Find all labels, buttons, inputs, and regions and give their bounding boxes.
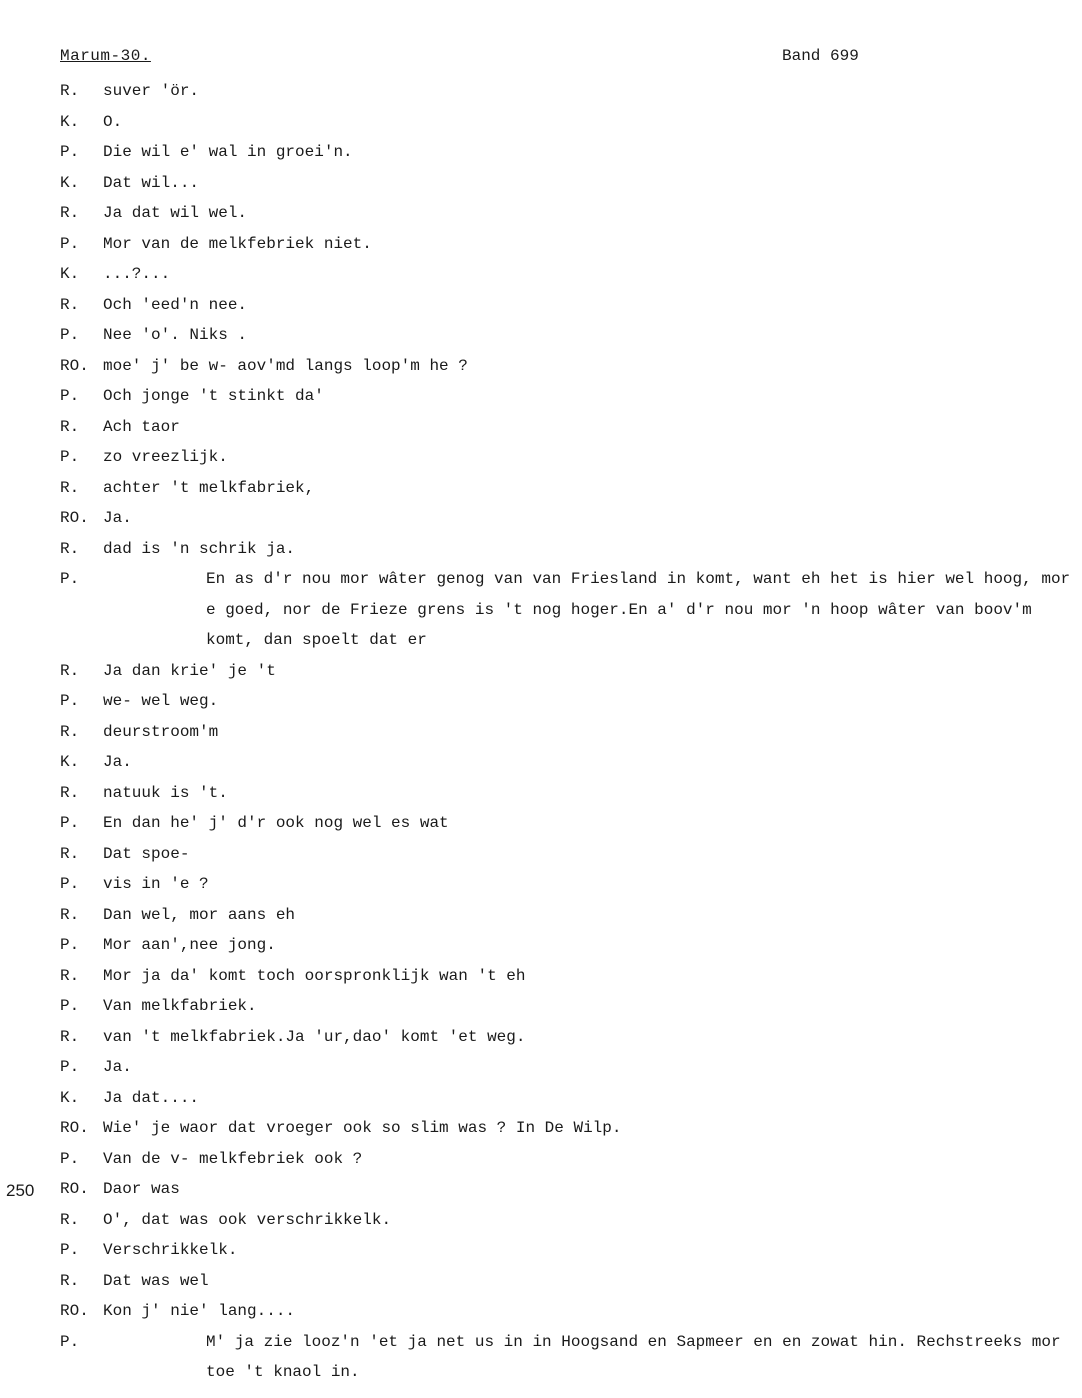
speaker-label: P. — [60, 143, 80, 161]
transcript-line — [0, 930, 979, 961]
transcript-line — [0, 656, 979, 687]
utterance-text: Die wil e' wal in groei'n. — [103, 143, 353, 161]
transcript-line — [0, 503, 979, 534]
transcript-line — [0, 534, 979, 565]
utterance-text: Verschrikkelk. — [103, 1241, 238, 1259]
transcript-line — [0, 564, 1071, 656]
transcript-line — [0, 107, 979, 138]
utterance-text: deurstroom'm — [103, 722, 219, 741]
speaker-label: P. — [60, 448, 80, 466]
speaker-label: R. — [60, 478, 80, 497]
transcript-line — [0, 1235, 979, 1266]
transcript-line — [0, 168, 979, 199]
transcript-line — [0, 259, 979, 290]
utterance-text: we- wel weg. — [103, 692, 219, 710]
speaker-label: K. — [60, 1088, 80, 1107]
speaker-label: P. — [60, 814, 80, 832]
speaker-label: RO. — [60, 509, 89, 527]
utterance-text: O', dat was ook verschrikkelk. — [103, 1210, 392, 1229]
transcript-line — [0, 869, 979, 900]
speaker-label: RO. — [60, 1180, 89, 1198]
speaker-label: P. — [60, 936, 80, 954]
transcript-line — [0, 839, 979, 870]
speaker-label: K. — [60, 265, 80, 283]
utterance-text: natuuk is 't. — [103, 783, 228, 802]
utterance-text: Ja dat.... — [103, 1088, 200, 1107]
utterance-text: Dan wel, mor aans eh — [103, 905, 296, 924]
transcript-line — [0, 1144, 979, 1175]
transcript-line — [0, 961, 979, 992]
speaker-label: R. — [60, 1271, 80, 1290]
speaker-label: RO. — [60, 1119, 89, 1137]
utterance-text: O. — [103, 112, 123, 131]
speaker-label: R. — [60, 844, 80, 863]
utterance-text: Ja dat wil wel. — [103, 204, 248, 222]
speaker-label: P. — [60, 326, 80, 344]
utterance-text: Dat wil... — [103, 173, 200, 192]
speaker-label: R. — [60, 966, 80, 985]
speaker-label: R. — [60, 1027, 80, 1046]
speaker-label: R. — [60, 295, 80, 314]
transcript-line — [0, 76, 979, 107]
utterance-text: van 't melkfabriek.Ja 'ur,dao' komt 'et weg. — [103, 1027, 526, 1046]
utterance-text: dad is 'n schrik ja. — [103, 539, 296, 558]
speaker-label: P. — [60, 234, 80, 253]
utterance-text: Kon j' nie' lang.... — [103, 1302, 296, 1320]
speaker-label: R. — [60, 905, 80, 924]
utterance-text: Wie' je waor dat vroeger ook so slim was ? In De Wilp. — [103, 1119, 622, 1137]
transcript-line — [0, 1266, 979, 1297]
speaker-label: P. — [60, 1241, 80, 1259]
transcript-line — [0, 808, 979, 839]
utterance-text: Mor ja da' komt toch oorspronklijk wan 't eh — [103, 966, 526, 985]
speaker-label: R. — [60, 204, 80, 222]
speaker-label: R. — [60, 722, 80, 741]
transcript-line — [0, 290, 979, 321]
band-number: Band 699 — [782, 47, 859, 65]
speaker-label: R. — [60, 1210, 80, 1229]
transcript-lines — [0, 76, 1071, 1388]
speaker-label: R. — [60, 417, 80, 436]
utterance-text: zo vreezlijk. — [103, 448, 228, 466]
transcript-line — [0, 1052, 979, 1083]
utterance-text: vis in 'e ? — [103, 875, 209, 893]
utterance-text: suver 'ör. — [103, 82, 200, 100]
speaker-label: P. — [60, 1332, 80, 1351]
page-title: Marum-30. — [60, 47, 151, 65]
speaker-label: P. — [60, 875, 80, 893]
speaker-label: P. — [60, 1149, 80, 1168]
transcript-line — [0, 351, 979, 382]
transcript-line — [0, 381, 979, 412]
transcript-line — [0, 686, 979, 717]
transcript-line — [0, 229, 979, 260]
margin-number: 250 — [6, 1181, 35, 1200]
speaker-label: P. — [60, 1058, 80, 1076]
utterance-text: Ja. — [103, 509, 132, 527]
speaker-label: K. — [60, 112, 80, 131]
utterance-text: Ja. — [103, 1058, 132, 1076]
utterance-text: M' ja zie looz'n 'et ja net us in in Hoogsand en Sapmeer en en zowat hin. Rechstreeks mor toe 't knaol in. — [206, 1332, 1061, 1381]
utterance-text: Och 'eed'n nee. — [103, 295, 248, 314]
speaker-label: P. — [60, 387, 80, 405]
utterance-text: Van de v- melkfebriek ook ? — [103, 1149, 363, 1168]
transcript-line — [0, 137, 979, 168]
utterance-text: Mor aan',nee jong. — [103, 936, 276, 954]
speaker-label: RO. — [60, 356, 89, 375]
speaker-label: P. — [60, 570, 80, 588]
speaker-label: R. — [60, 539, 80, 558]
speaker-label: K. — [60, 173, 80, 192]
utterance-text: Daor was — [103, 1180, 180, 1198]
transcript-line — [0, 1083, 979, 1114]
speaker-label: R. — [60, 661, 80, 680]
utterance-text: ...?... — [103, 265, 171, 283]
transcript-line — [0, 1113, 979, 1144]
transcript-line — [0, 1174, 979, 1205]
speaker-label: R. — [60, 783, 80, 802]
speaker-label: P. — [60, 692, 80, 710]
utterance-text: moe' j' be w- aov'md langs loop'm he ? — [103, 356, 468, 375]
transcript-line — [0, 778, 979, 809]
transcript-line — [0, 1296, 979, 1327]
utterance-text: Ach taor — [103, 417, 180, 436]
transcript-line — [0, 717, 979, 748]
utterance-text: achter 't melkfabriek, — [103, 478, 315, 497]
transcript-line — [0, 412, 979, 443]
utterance-text: Mor van de melkfebriek niet. — [103, 234, 372, 253]
speaker-label: K. — [60, 753, 80, 771]
utterance-text: Ja. — [103, 753, 132, 771]
utterance-text: Nee 'o'. Niks . — [103, 326, 248, 344]
utterance-text: Van melkfabriek. — [103, 997, 257, 1015]
transcript-line — [0, 1327, 1061, 1388]
speaker-label: P. — [60, 997, 80, 1015]
utterance-text: Och jonge 't stinkt da' — [103, 387, 324, 405]
utterance-text: En dan he' j' d'r ook nog wel es wat — [103, 814, 449, 832]
transcript-line — [0, 320, 979, 351]
transcript-line — [0, 900, 979, 931]
utterance-text: Dat spoe- — [103, 844, 190, 863]
transcript-line — [0, 1022, 979, 1053]
transcript-line — [0, 473, 979, 504]
utterance-text: Ja dan krie' je 't — [103, 661, 276, 680]
transcript-line — [0, 747, 979, 778]
transcript-line — [0, 1205, 979, 1236]
speaker-label: R. — [60, 82, 80, 100]
speaker-label: RO. — [60, 1302, 89, 1320]
utterance-text: En as d'r nou mor wâter genog van van Friesland in komt, want eh het is hier wel hoog, mor e goed, nor de Frieze grens is 't nog hoger.En a' d'r nou mor 'n hoop wâter van boov'm komt, dan spoelt dat er — [206, 570, 1071, 649]
transcript-line — [0, 442, 979, 473]
transcript-line — [0, 991, 979, 1022]
utterance-text: Dat was wel — [103, 1271, 209, 1290]
transcript-line — [0, 198, 979, 229]
